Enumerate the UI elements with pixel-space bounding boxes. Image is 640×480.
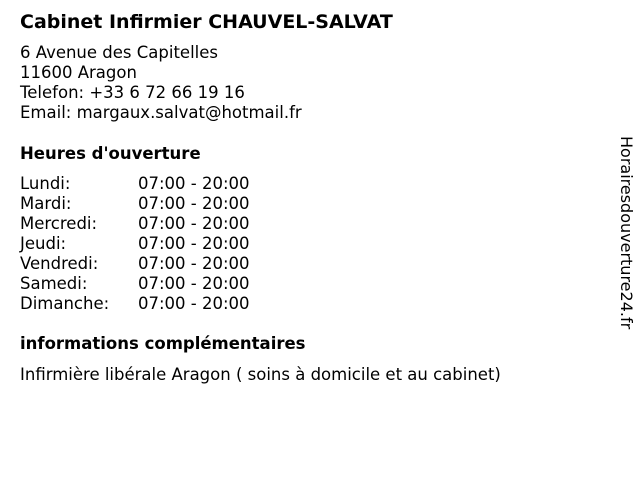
- phone-number: Telefon: +33 6 72 66 19 16: [20, 83, 245, 102]
- hours-row-monday: [20, 174, 250, 194]
- site-watermark: Horairesdouverture24.fr: [617, 136, 636, 330]
- hours-table: [20, 174, 250, 314]
- address-block: [20, 43, 302, 123]
- time-range: 07:00 - 20:00: [138, 214, 250, 233]
- day-label: Samedi:: [20, 274, 88, 293]
- hours-row-saturday: [20, 274, 250, 294]
- email-address: Email: margaux.salvat@hotmail.fr: [20, 103, 302, 122]
- time-range: 07:00 - 20:00: [138, 274, 250, 293]
- time-range: 07:00 - 20:00: [138, 294, 250, 313]
- hours-row-thursday: [20, 234, 250, 254]
- day-label: Lundi:: [20, 174, 71, 193]
- day-label: Mercredi:: [20, 214, 98, 233]
- time-range: 07:00 - 20:00: [138, 234, 250, 253]
- time-range: 07:00 - 20:00: [138, 194, 250, 213]
- address-street: 6 Avenue des Capitelles: [20, 43, 218, 62]
- day-label: Jeudi:: [20, 234, 67, 253]
- time-range: 07:00 - 20:00: [138, 174, 250, 193]
- time-range: 07:00 - 20:00: [138, 254, 250, 273]
- business-title: Cabinet Infirmier CHAUVEL-SALVAT: [20, 11, 393, 33]
- address-city: 11600 Aragon: [20, 63, 137, 82]
- hours-heading: Heures d'ouverture: [20, 144, 201, 163]
- day-label: Dimanche:: [20, 294, 110, 313]
- day-label: Vendredi:: [20, 254, 99, 273]
- hours-row-sunday: [20, 294, 250, 314]
- day-label: Mardi:: [20, 194, 72, 213]
- hours-row-tuesday: [20, 194, 250, 214]
- info-heading: informations complémentaires: [20, 334, 306, 353]
- info-description: Infirmière libérale Aragon ( soins à domicile et au cabinet): [20, 365, 501, 384]
- hours-row-friday: [20, 254, 250, 274]
- hours-row-wednesday: [20, 214, 250, 234]
